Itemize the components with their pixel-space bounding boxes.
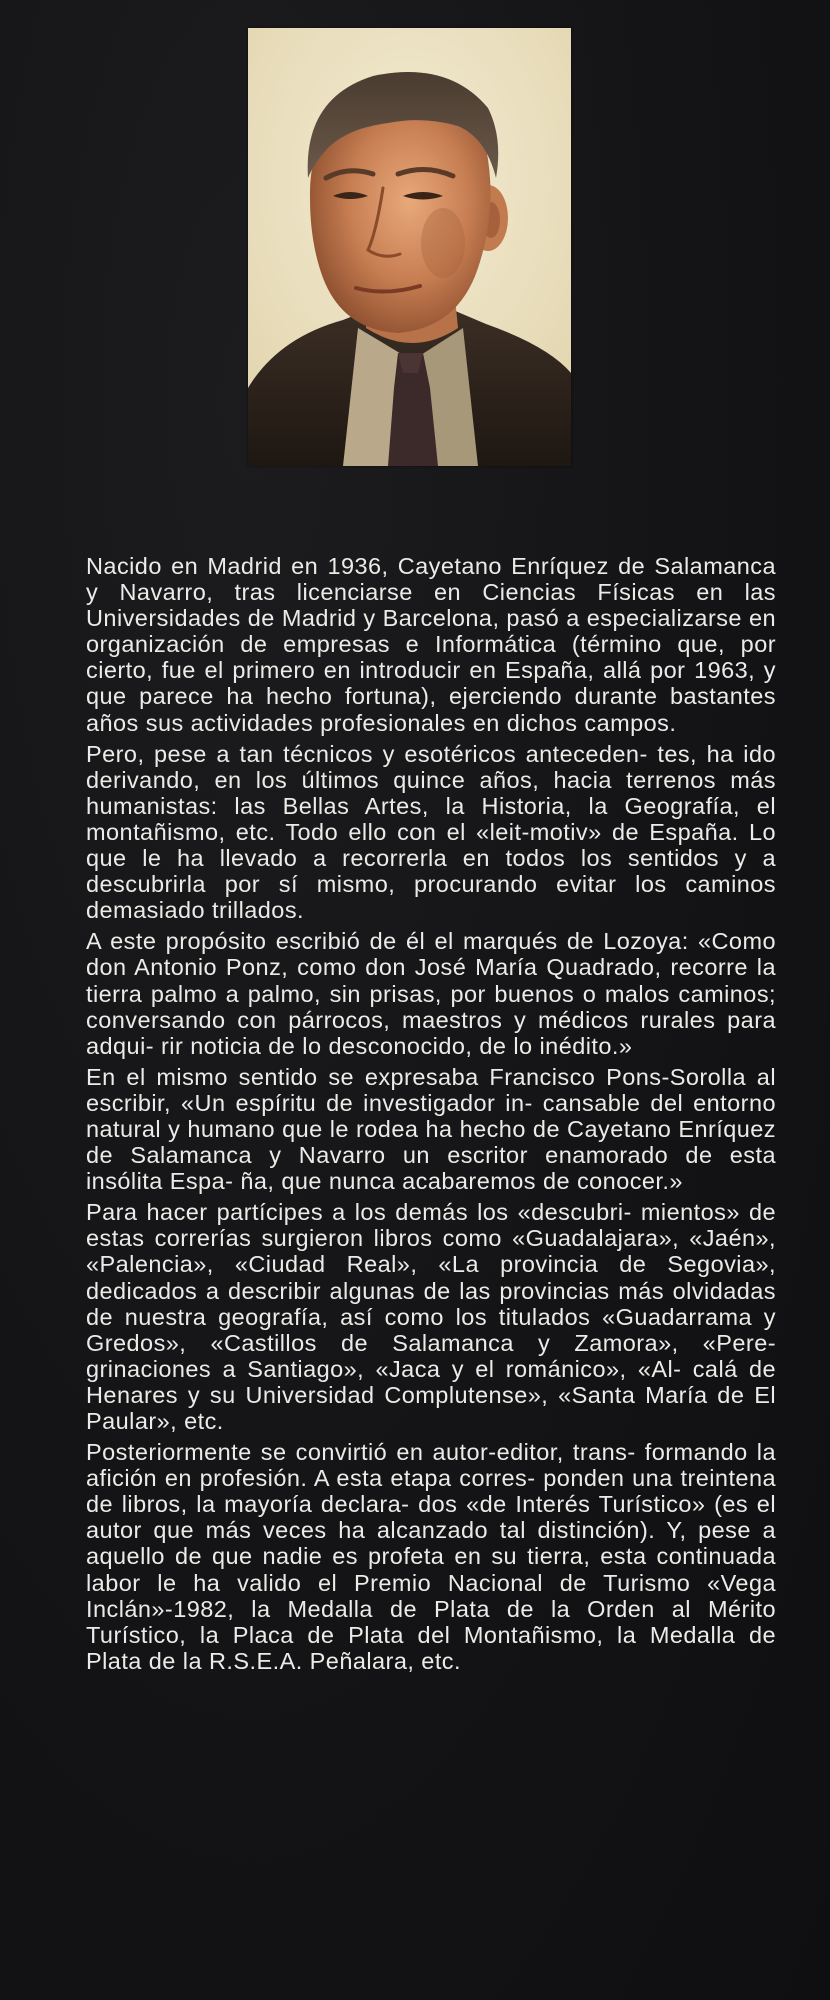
biography-paragraph: A este propósito escribió de él el marqués de Lozoya: «Como don Antonio Ponz, como don José María Quadrado, recorre la tierra palmo a palmo, sin prisas, por buenos o malos caminos; conversando con párrocos, maestros y médicos rurales para adqui- rir noticia de lo desconocido, de lo inédito.» bbox=[86, 928, 776, 1059]
biography-paragraph: Nacido en Madrid en 1936, Cayetano Enríquez de Salamanca y Navarro, tras licenciarse en Ciencias Físicas en las Universidades de Madrid y Barcelona, pasó a especializarse en organización de empresas e Informática (término que, por cierto, fue el primero en introducir en España, allá por 1963, y que parece ha hecho fortuna), ejerciendo durante bastantes años sus actividades profesionales en dichos campos. bbox=[86, 553, 776, 736]
biography-paragraph: Posteriormente se convirtió en autor-editor, trans- formando la afición en profesión. A esta etapa corres- ponden una treintena de libros, la mayoría declara- dos «de Interés Turístico» (es el autor que más veces ha alcanzado tal distinción). Y, pese a aquello de que nadie es profeta en su tierra, esta continuada labor le ha valido el Premio Nacional de Turismo «Vega Inclán»-1982, la Medalla de Plata de la Orden al Mérito Turístico, la Placa de Plata del Montañismo, la Medalla de Plata de la R.S.E.A. Peñalara, etc. bbox=[86, 1439, 776, 1674]
biography-paragraph: Para hacer partícipes a los demás los «descubri- mientos» de estas correrías surgieron libros como «Guadalajara», «Jaén», «Palencia», «Ciudad Real», «La provincia de Segovia», dedicados a describir algunas de las provincias más olvidadas de nuestra geografía, así como los titulados «Guadarrama y Gredos», «Castillos de Salamanca y Zamora», «Pere- grinaciones a Santiago», «Jaca y el románico», «Al- calá de Henares y su Universidad Complutense», «Santa María de El Paular», etc. bbox=[86, 1199, 776, 1434]
biography-paragraph: Pero, pese a tan técnicos y esotéricos anteceden- tes, ha ido derivando, en los últimos quince años, hacia terrenos más humanistas: las Bellas Artes, la Historia, la Geografía, el montañismo, etc. Todo ello con el «leit-motiv» de España. Lo que le ha llevado a recorrerla en todos los sentidos y a descubrirla por sí mismo, procurando evitar los caminos demasiado trillados. bbox=[86, 740, 776, 924]
portrait-photo-icon bbox=[248, 28, 571, 466]
author-portrait-photo bbox=[248, 28, 571, 466]
author-biography bbox=[86, 553, 776, 1679]
biography-paragraph: En el mismo sentido se expresaba Francisco Pons-Sorolla al escribir, «Un espíritu de investigador in- cansable del entorno natural y humano que le rodea ha hecho de Cayetano Enríquez de Salamanca y Navarro un escritor enamorado de esta insólita Espa- ña, que nunca acabaremos de conocer.» bbox=[86, 1063, 776, 1195]
